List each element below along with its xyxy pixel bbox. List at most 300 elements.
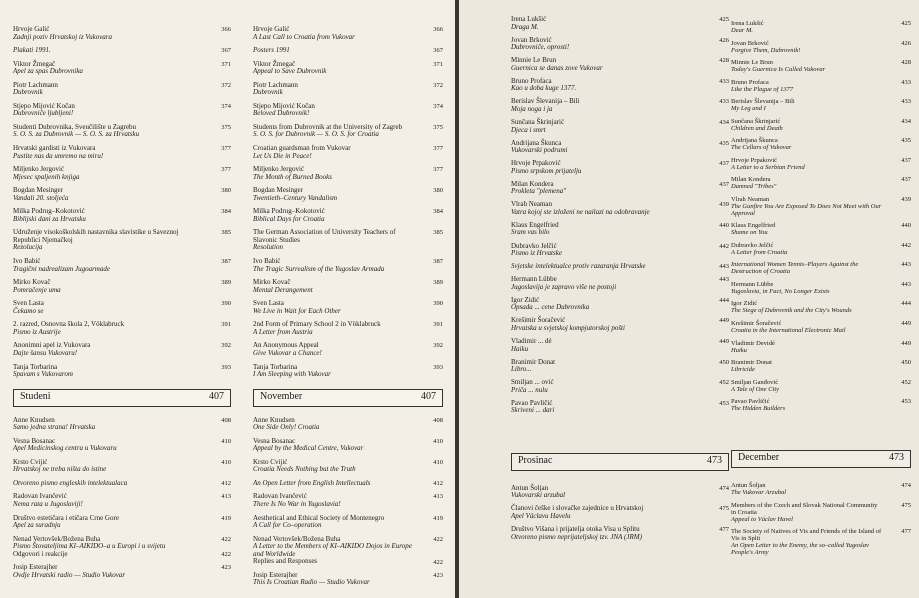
- entry-author: Sunčana Škrinjarić: [511, 117, 565, 126]
- toc-entry: [511, 16, 729, 31]
- entry-title: An Open Letter to the Enemy, the so–called Yugoslav People's Army: [731, 542, 869, 557]
- toc-entry: [731, 118, 911, 132]
- entry-page-number: 412: [221, 479, 231, 487]
- toc-entry: [731, 40, 911, 54]
- entry-page-number: 442: [719, 242, 729, 250]
- entry-author: Hermann Lübbe: [511, 275, 557, 284]
- entry-title: Plakati 1991.: [13, 46, 51, 55]
- entry-author: Radovan Ivančević: [13, 492, 67, 501]
- entry-title: Damned "Tribes": [731, 183, 777, 191]
- entry-title: Beloved Dubrovnik!: [253, 109, 310, 118]
- toc-entry: [13, 61, 231, 76]
- entry-author: Members of the Czech and Slovak National Community in Croatia: [731, 501, 878, 516]
- entry-author: Viktor Žmegač: [13, 59, 56, 68]
- entry-page-number: 391: [221, 321, 231, 329]
- entry-author: Nenad Vertovšek/Božena Buha: [13, 534, 101, 543]
- entry-title: The Cellars of Vukovar: [731, 144, 792, 152]
- entry-page-number: 477: [901, 528, 911, 536]
- toc-entry: [731, 176, 911, 190]
- entry-author: Sunčana Škrinjarić: [731, 117, 781, 125]
- entry-title: Children and Death: [731, 124, 783, 132]
- entry-page-number: 413: [221, 493, 231, 501]
- toc-entry: [511, 37, 729, 52]
- entry-title: Vatra kojoj ste izloženi ne nailazi na odobravanje: [511, 207, 650, 216]
- toc-entry: [511, 98, 729, 113]
- entry-page-number: 439: [719, 201, 729, 209]
- entry-title: Prokleta "plemena": [511, 187, 567, 196]
- entry-title: Otvoreno pismo neprijateljskoj tzv. JNA (JRM): [511, 532, 642, 541]
- toc-entry: [511, 78, 729, 93]
- entry-title: Appeal to Václav Havel: [731, 515, 793, 523]
- toc-entry: [253, 279, 443, 294]
- entry-title: Apel za spas Dubrovnika: [13, 67, 83, 76]
- entry-title: Kao u doba kuge 1377.: [511, 84, 577, 93]
- toc-column-croatian: [511, 16, 729, 547]
- toc-entry: [13, 515, 231, 530]
- entry-author: Krsto Cvijić: [253, 457, 288, 466]
- entry-page-number: 435: [719, 139, 729, 147]
- entry-page-number: 423: [433, 571, 443, 579]
- entry-author: Milka Podrug–Kokotović: [13, 207, 85, 216]
- entry-page-number: 422: [221, 551, 231, 559]
- entry-title: Jugoslavija je zapravo više ne postoji: [511, 282, 617, 291]
- entry-page-number: 387: [221, 258, 231, 266]
- entry-page-number: 450: [719, 358, 729, 366]
- entry-author: Minnie Le Brun: [731, 59, 773, 67]
- toc-entry: [511, 400, 729, 415]
- entry-page-number: 425: [901, 20, 911, 27]
- entry-author: Hrvoje Prpaković: [731, 156, 778, 164]
- entry-title: Pustite nas da umremo na miru!: [13, 151, 104, 160]
- toc-entry: [511, 485, 729, 500]
- toc-entry: [731, 261, 911, 275]
- entry-title: Shame on You: [731, 229, 768, 237]
- entry-page-number: 372: [433, 81, 443, 89]
- entry-title: Dubrovnik: [13, 88, 43, 97]
- toc-entry: [511, 359, 729, 374]
- toc-entry: [13, 103, 231, 118]
- toc-entry: [13, 166, 231, 181]
- toc-entry: [511, 379, 729, 394]
- entry-title: Dubrovnik: [253, 88, 283, 97]
- toc-entry: [731, 379, 911, 393]
- entry-author: Vesna Bosanac: [253, 436, 296, 445]
- entry-title: A Letter to the Members of KI–AIKIDO Dojos in Europe and Worldwide: [253, 542, 412, 558]
- toc-entry: [13, 208, 231, 223]
- entry-page-number: 392: [221, 342, 231, 350]
- entry-author: An Anonymous Appeal: [253, 341, 319, 350]
- toc-entry: [731, 502, 911, 523]
- toc-entry: [731, 222, 911, 236]
- entry-page-number: 449: [719, 337, 729, 345]
- entry-title: An Open Letter from English Intellectuals: [253, 478, 371, 487]
- entry-title: Opsada ... cene Dubrovnika: [511, 303, 590, 312]
- month-page-number: 407: [421, 390, 436, 402]
- toc-entry: [731, 528, 911, 556]
- entry-page-number: 450: [901, 359, 911, 367]
- entry-author: Antun Šoljan: [511, 483, 549, 492]
- month-label: December: [738, 452, 780, 464]
- entry-page-number: 422: [433, 535, 443, 543]
- entry-page-number: 377: [221, 145, 231, 153]
- entry-author: Sven Lasta: [13, 299, 44, 308]
- entry-author: Klaus Engelfried: [511, 220, 559, 229]
- entry-title: A Last Call to Croatia from Vukovar: [253, 32, 355, 41]
- toc-entry: [13, 47, 231, 55]
- entry-page-number: 437: [901, 156, 911, 164]
- entry-author: Dubravko Jelčić: [731, 241, 774, 249]
- entry-author: The German Association of University Teachers of Slavonic Studies: [253, 228, 396, 244]
- toc-entry: [13, 26, 231, 41]
- month-page-number: 473: [889, 452, 904, 464]
- toc-entry: [731, 300, 911, 314]
- entry-author: Miljenko Jergović: [253, 165, 305, 174]
- entry-title: The Tragic Surrealism of the Yugoslav Armada: [253, 264, 385, 273]
- entry-title: Samo jedna strana! Hrvatska: [13, 423, 96, 432]
- entry-page-number: 444: [901, 300, 911, 308]
- entry-title: Čekamo se: [13, 306, 44, 315]
- entry-author: Nenad Vertovšek/Božena Buha: [253, 534, 341, 543]
- entry-author: Miljenko Jergović: [13, 165, 65, 174]
- toc-entry: [511, 222, 729, 237]
- entry-author: Tanja Torbarina: [13, 362, 58, 371]
- entry-page-number: 474: [719, 484, 729, 492]
- toc-column-english: [253, 26, 443, 593]
- entry-title: The Vukovar Arzubal: [731, 489, 787, 497]
- entry-page-number: 377: [433, 145, 443, 153]
- entry-page-number: 413: [433, 493, 443, 501]
- toc-entry: [13, 82, 231, 97]
- entry-title: Zadnji poziv Hrvatskoj iz Vukovara: [13, 32, 113, 41]
- entry-author: Branimir Donat: [511, 357, 556, 366]
- toc-column-english: [731, 20, 911, 562]
- entry-page-number: 412: [433, 479, 443, 487]
- entry-title: Priča ... nulu: [511, 385, 548, 394]
- entry-page-number: 428: [719, 57, 729, 65]
- entry-author: 2nd Form of Primary School 2 in Vöklabruck: [253, 320, 381, 329]
- entry-page-number: 475: [719, 505, 729, 513]
- entry-author: Stjepo Mijović Kočan: [253, 101, 315, 110]
- entry-page-number: 366: [221, 26, 231, 33]
- entry-author: Vesna Bosanac: [13, 436, 56, 445]
- toc-entry: [253, 459, 443, 474]
- entry-author: The Society of Natives of Vis and Friends of the Island of Vis in Split: [731, 528, 882, 543]
- toc-entry: [731, 196, 911, 217]
- toc-entry: [13, 364, 231, 379]
- month-label: Studeni: [20, 390, 51, 402]
- month-header: [731, 450, 911, 468]
- entry-title: Otvoreno pismo engleskih intelektualaca: [13, 478, 128, 487]
- entry-author: Josip Esterajher: [13, 563, 58, 572]
- entry-author: Viktor Žmegač: [253, 59, 296, 68]
- toc-entry: [253, 166, 443, 181]
- entry-title: Vukovarski podrumi: [511, 146, 568, 155]
- entry-title: I Am Sleeping with Vukovar: [253, 370, 331, 379]
- entry-page-number: 410: [221, 437, 231, 445]
- entry-page-number: 384: [221, 208, 231, 216]
- entry-author: Stjepo Mijović Kočan: [13, 101, 75, 110]
- entry-page-number: 437: [901, 176, 911, 184]
- entry-title: Mental Derangement: [253, 285, 313, 294]
- entry-page-number: 385: [433, 229, 443, 237]
- toc-entry: [731, 98, 911, 112]
- entry-page-number: 419: [221, 514, 231, 522]
- entry-title: Resolution: [253, 243, 283, 252]
- entry-page-number: 367: [433, 47, 443, 55]
- toc-entry: [511, 505, 729, 520]
- entry-page-number: 433: [901, 98, 911, 106]
- toc-entry: [253, 258, 443, 273]
- entry-author: Milan Kondera: [731, 176, 771, 184]
- entry-title: Posters 1991: [253, 46, 290, 55]
- entry-title: There Is No War in Yugoslavia!: [253, 499, 341, 508]
- toc-entry: [253, 47, 443, 55]
- entry-author: Anne Knudsen: [13, 415, 55, 424]
- entry-page-number: 475: [901, 501, 911, 509]
- toc-entry: [731, 359, 911, 373]
- toc-entry: [253, 145, 443, 160]
- entry-author: Anne Knudsen: [253, 415, 295, 424]
- entry-author: Mirko Kovač: [13, 278, 51, 287]
- toc-entry: [731, 157, 911, 171]
- entry-author: Članovi češke i slovačke zajednice u Hrvatskoj: [511, 504, 644, 513]
- entry-title: Djeca i smrt: [511, 125, 546, 134]
- entry-author: Pavao Pavličić: [511, 398, 553, 407]
- month-header: [13, 389, 231, 407]
- entry-author: Branimir Donat: [731, 359, 772, 367]
- entry-page-number: 408: [221, 416, 231, 424]
- entry-title: The Month of Burned Books: [253, 172, 332, 181]
- entry-title: International Women Tennis–Players Against the Destruction of Croatia: [731, 261, 859, 276]
- toc-entry: [13, 229, 231, 252]
- entry-title: Pismo Štovateljima KI–AIKIDO–a u Europi i u svijetu: [13, 542, 166, 551]
- entry-title: One Side Only! Croatia: [253, 423, 320, 432]
- toc-entry: [13, 342, 231, 357]
- entry-page-number: 419: [433, 514, 443, 522]
- entry-page-number: 433: [901, 78, 911, 86]
- toc-entry: [253, 536, 443, 566]
- entry-page-number: 452: [901, 378, 911, 386]
- entry-page-number: 389: [433, 279, 443, 287]
- entry-title: Appeal by the Medical Centre, Vukovar: [253, 444, 364, 453]
- month-header: [253, 389, 443, 407]
- toc-entry: [13, 459, 231, 474]
- month-header: [511, 453, 729, 471]
- entry-page-number: 390: [433, 300, 443, 308]
- entry-author: Students from Dubrovnik at the University of Zagreb: [253, 122, 403, 131]
- entry-title: Haiku: [511, 344, 529, 353]
- entry-author: Radovan Ivančević: [253, 492, 307, 501]
- entry-page-number: 443: [719, 276, 729, 284]
- entry-author: Antun Šoljan: [731, 482, 766, 490]
- entry-title: Like the Plague of 1377: [731, 85, 794, 93]
- toc-entry: [253, 572, 443, 587]
- entry-page-number: 374: [221, 102, 231, 110]
- entry-author: Studenti Dubrovnika, Sveučilište u Zagrebu: [13, 122, 137, 131]
- toc-entry: [13, 321, 231, 336]
- entry-page-number: 375: [221, 123, 231, 131]
- entry-title: Appeal to Save Dubrovnik: [253, 67, 327, 76]
- entry-page-number: 474: [901, 482, 911, 490]
- toc-entry: [511, 526, 729, 541]
- toc-entry: [13, 300, 231, 315]
- entry-page-number: 443: [901, 261, 911, 269]
- entry-title: Dubrovniče, oprosti!: [511, 43, 570, 52]
- month-label: Prosinac: [518, 454, 553, 466]
- entry-author: Krešimir Šoračević: [511, 316, 566, 325]
- entry-title: Ovdje Hrvatski radio — Studio Vukovar: [13, 570, 126, 579]
- toc-entry: [511, 181, 729, 196]
- entry-author: Bruno Profaca: [731, 78, 769, 86]
- entry-author: Jovan Brković: [511, 35, 552, 44]
- entry-author: Berislav Šlevanija – Bili: [511, 97, 580, 106]
- entry-title: Haiku: [731, 346, 747, 354]
- entry-title: Svjetske intelektualce protiv razaranja Hrvatske: [511, 262, 646, 271]
- entry-author: Udruženje visokoškolskih nastavnika slavistike u Saveznoj Republici Njemačkoj: [13, 228, 179, 244]
- entry-page-number: 380: [433, 187, 443, 195]
- entry-title: Tragični nadrealizam Jugoarmade: [13, 264, 110, 273]
- toc-entry: [253, 124, 443, 139]
- toc-entry: [13, 187, 231, 202]
- entry-title: Nema rata u Jugoslaviji!: [13, 499, 83, 508]
- toc-entry: [13, 564, 231, 579]
- entry-page-number: 384: [433, 208, 443, 216]
- entry-page-number: 453: [719, 399, 729, 407]
- entry-page-number: 371: [221, 60, 231, 68]
- entry-title: A Tale of One City: [731, 385, 780, 393]
- entry-page-number: 452: [719, 379, 729, 387]
- entry-page-number: 377: [221, 166, 231, 174]
- entry-title: Vandali 20. stoljeća: [13, 193, 69, 202]
- entry-title: Apel za suradnju: [13, 521, 61, 530]
- month-label: November: [260, 390, 303, 402]
- entry-title: Pismo iz Hrvatske: [511, 249, 562, 258]
- entry-page-number: 449: [901, 339, 911, 347]
- toc-entry: [253, 229, 443, 252]
- toc-entry: [253, 61, 443, 76]
- entry-page-number: 449: [901, 319, 911, 327]
- entry-title: Pismo srpskom prijatelju: [511, 166, 582, 175]
- entry-page-number: 380: [221, 187, 231, 195]
- entry-author: Hrvoje Prpaković: [511, 159, 561, 168]
- entry-author: Vladimir ... dé: [511, 336, 552, 345]
- toc-entry: [13, 536, 231, 559]
- entry-page-number: 426: [901, 39, 911, 47]
- toc-entry: [13, 438, 231, 453]
- toc-entry: [253, 321, 443, 336]
- toc-entry: [253, 103, 443, 118]
- entry-title: The Hidden Builders: [731, 405, 786, 413]
- entry-page-number: 371: [433, 60, 443, 68]
- entry-title: Dajte šansu Vukovaru!: [13, 348, 78, 357]
- entry-author: Minnie Le Brun: [511, 56, 557, 65]
- entry-page-number: 443: [901, 280, 911, 288]
- entry-page-number: 440: [719, 221, 729, 229]
- entry-page-number: 366: [433, 26, 443, 33]
- toc-entry: [253, 342, 443, 357]
- entry-author: Vladimir Devidé: [731, 339, 775, 347]
- entry-page-number: 428: [901, 59, 911, 67]
- toc-entry: [731, 242, 911, 256]
- entry-title: We Live in Wait for Each Other: [253, 306, 341, 315]
- entry-title: Vukovarski arzubal: [511, 491, 566, 500]
- entry-title: Pismo iz Austrije: [13, 327, 61, 336]
- entry-page-number: 410: [433, 437, 443, 445]
- entry-page-number: 437: [719, 160, 729, 168]
- toc-entry: [731, 59, 911, 73]
- entry-author: Andrijana Škunca: [731, 137, 778, 145]
- entry-page-number: 423: [221, 564, 231, 572]
- entry-page-number: 437: [719, 180, 729, 188]
- entry-author: Klaus Engelfried: [731, 222, 776, 230]
- month-page-number: 473: [707, 454, 722, 466]
- entry-title: Let Us Die in Peace!: [253, 151, 312, 160]
- entry-author: Bruno Profaca: [511, 76, 552, 85]
- toc-entry: [13, 417, 231, 432]
- entry-page-number: 422: [221, 535, 231, 543]
- entry-page-number: 391: [433, 321, 443, 329]
- entry-title: Hrvatska u svjetskoj kompjutorskoj pošti: [511, 323, 625, 332]
- entry-author: Mirko Kovač: [253, 278, 291, 287]
- toc-entry: [13, 124, 231, 139]
- entry-author: Aesthetical and Ethical Society of Montenegro: [253, 513, 385, 522]
- entry-author: Andrijana Škunca: [511, 138, 562, 147]
- entry-author: Smiljan Ganđović: [731, 378, 779, 386]
- entry-author: Irena Lukšić: [511, 15, 547, 23]
- toc-entry: [731, 398, 911, 412]
- entry-page-number: 377: [433, 166, 443, 174]
- entry-author: Piotr Lachmann: [13, 80, 58, 89]
- entry-page-number: 408: [433, 416, 443, 424]
- entry-author: Tanja Torbarina: [253, 362, 298, 371]
- toc-entry: [511, 140, 729, 155]
- toc-entry: [253, 82, 443, 97]
- toc-entry: [13, 258, 231, 273]
- entry-author: Igor Zidić: [511, 295, 540, 304]
- entry-title: Dear M.: [731, 27, 754, 35]
- toc-entry: [511, 276, 729, 291]
- month-page-number: 407: [209, 390, 224, 402]
- entry-page-number: 453: [901, 398, 911, 406]
- entry-author: Vlrah Neaman: [511, 200, 553, 209]
- entry-title: Skriveni ... dari: [511, 406, 555, 415]
- toc-entry: [731, 340, 911, 354]
- entry-page-number: 444: [719, 296, 729, 304]
- entry-extra: Replies and Responses: [253, 557, 318, 566]
- entry-author: Hrvatski gardisti iz Vukovara: [13, 144, 96, 153]
- entry-title: Biblical Days for Croatia: [253, 214, 325, 223]
- entry-page-number: 434: [719, 118, 729, 126]
- entry-page-number: 477: [719, 526, 729, 534]
- toc-entry: [13, 480, 231, 488]
- toc-entry: [253, 300, 443, 315]
- entry-title: A Letter to a Serbian Friend: [731, 163, 805, 171]
- entry-author: Josip Esterajher: [253, 570, 298, 579]
- entry-page-number: 367: [221, 47, 231, 55]
- toc-entry: [253, 364, 443, 379]
- entry-page-number: 434: [901, 117, 911, 125]
- entry-title: Apel Medicinskog centra u Vukovaru: [13, 444, 117, 453]
- entry-title: A Letter from Croatia: [731, 248, 788, 256]
- entry-page-number: 435: [901, 137, 911, 145]
- toc-entry: [731, 79, 911, 93]
- toc-entry: [13, 145, 231, 160]
- entry-author: Irena Lukšić: [731, 20, 764, 27]
- entry-page-number: 422: [433, 558, 443, 566]
- entry-page-number: 449: [719, 317, 729, 325]
- entry-title: Rezolucija: [13, 243, 43, 252]
- entry-page-number: 387: [433, 258, 443, 266]
